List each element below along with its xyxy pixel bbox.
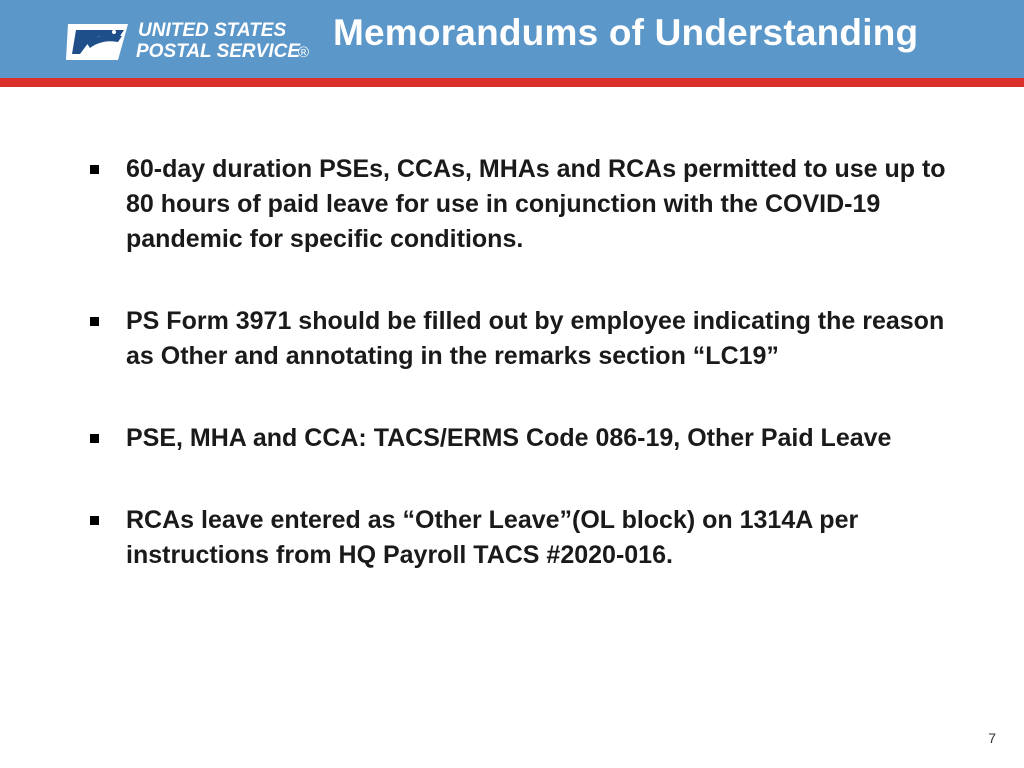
- square-bullet-icon: [90, 516, 99, 525]
- logo-text-line1: UNITED STATES: [138, 20, 287, 41]
- bullet-list: [86, 152, 966, 620]
- usps-logo: [66, 16, 316, 64]
- bullet-item: [86, 304, 966, 374]
- page-title: Memorandums of Understanding: [333, 12, 919, 53]
- page-number: 7: [988, 730, 996, 746]
- bullet-text: 60-day duration PSEs, CCAs, MHAs and RCAs permitted to use up to 80 hours of paid leave for use in conjunction with the COVID-19 pandemic for specific conditions.: [126, 155, 946, 253]
- logo-text-line2: POSTAL SERVICE: [136, 41, 300, 62]
- square-bullet-icon: [90, 165, 99, 174]
- bullet-item: [86, 503, 966, 573]
- header-divider: [0, 78, 1024, 87]
- bullet-text: PSE, MHA and CCA: TACS/ERMS Code 086-19, Other Paid Leave: [126, 424, 892, 452]
- bullet-text: PS Form 3971 should be filled out by employee indicating the reason as Other and annotating in the remarks section “LC19”: [126, 307, 945, 370]
- logo-registered-mark: ®: [298, 44, 310, 61]
- bullet-item: [86, 152, 966, 257]
- header-bar: [0, 0, 1024, 78]
- eagle-icon: [66, 24, 128, 60]
- bullet-text: RCAs leave entered as “Other Leave”(OL block) on 1314A per instructions from HQ Payroll TACS #2020-016.: [126, 506, 859, 569]
- square-bullet-icon: [90, 317, 99, 326]
- square-bullet-icon: [90, 434, 99, 443]
- bullet-item: [86, 421, 966, 456]
